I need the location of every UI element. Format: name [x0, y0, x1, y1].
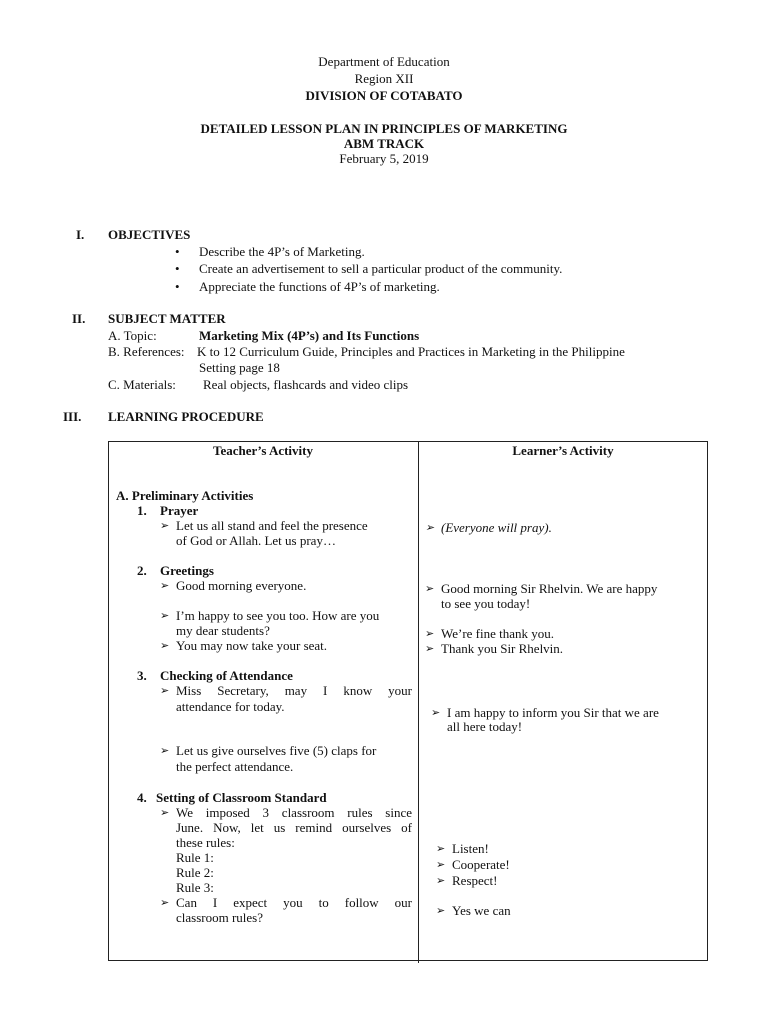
learner-line: ➢ Good morning Sir Rhelvin. We are happy — [441, 581, 657, 597]
learner-line: all here today! — [447, 719, 523, 734]
teacher-line: ➢ Miss Secretary, may I know your — [176, 683, 412, 699]
rule-line: Rule 2: — [176, 865, 214, 880]
standard-heading: Setting of Classroom Standard — [156, 790, 327, 805]
attendance-heading: Checking of Attendance — [160, 668, 293, 683]
materials-label: C. Materials: — [108, 377, 176, 392]
teacher-line: June. Now, let us remind ourselves of — [176, 820, 412, 835]
references-line: K to 12 Curriculum Guide, Principles and Practices in Marketing in the Philippine — [197, 344, 625, 359]
objectives-heading: OBJECTIVES — [108, 227, 191, 242]
objective-item: • Describe the 4P’s of Marketing. — [199, 244, 365, 260]
teacher-activity-header: Teacher’s Activity — [212, 443, 313, 458]
learner-line: to see you today! — [441, 596, 531, 611]
learner-line: ➢ We’re fine thank you. — [441, 626, 554, 642]
rule-line: Rule 1: — [176, 850, 214, 865]
date-line: February 5, 2019 — [339, 151, 429, 166]
region-line: Region XII — [354, 71, 414, 86]
department-line: Department of Education — [318, 54, 450, 69]
division-line: DIVISION OF COTABATO — [305, 88, 463, 103]
teacher-line: ➢ Let us all stand and feel the presence — [176, 518, 368, 534]
greetings-number: 2. — [137, 563, 147, 578]
teacher-line: ➢ We imposed 3 classroom rules since — [176, 805, 412, 821]
subject-matter-numeral: II. — [72, 311, 86, 326]
teacher-line: attendance for today. — [176, 699, 285, 714]
objective-item: • Create an advertisement to sell a particular product of the community. — [199, 261, 562, 277]
subject-matter-heading: SUBJECT MATTER — [108, 311, 226, 326]
objectives-numeral: I. — [76, 227, 85, 242]
attendance-number: 3. — [137, 668, 147, 683]
learner-line: ➢ Cooperate! — [452, 857, 510, 873]
references-label: B. References: — [108, 344, 185, 359]
procedure-numeral: III. — [63, 409, 82, 424]
document-title: DETAILED LESSON PLAN IN PRINCIPLES OF MARKETING — [200, 121, 568, 136]
teacher-line: ➢ I’m happy to see you too. How are you — [176, 608, 379, 624]
materials-value: Real objects, flashcards and video clips — [203, 377, 409, 392]
rule-line: Rule 3: — [176, 880, 214, 895]
procedure-heading: LEARNING PROCEDURE — [108, 409, 264, 424]
preliminary-activities-heading: A. Preliminary Activities — [116, 488, 254, 503]
teacher-line: ➢ Good morning everyone. — [176, 578, 306, 594]
teacher-line: my dear students? — [176, 623, 270, 638]
standard-number: 4. — [137, 790, 147, 805]
teacher-line: these rules: — [176, 835, 235, 850]
teacher-line: classroom rules? — [176, 910, 264, 925]
learner-activity-header: Learner’s Activity — [512, 443, 614, 458]
topic-value: Marketing Mix (4P’s) and Its Functions — [199, 328, 420, 343]
teacher-line: ➢ Can I expect you to follow our — [176, 895, 412, 911]
objective-item: • Appreciate the functions of 4P’s of marketing. — [199, 279, 440, 295]
prayer-heading: Prayer — [160, 503, 199, 518]
topic-label: A. Topic: — [108, 328, 157, 343]
teacher-line: ➢ Let us give ourselves five (5) claps for — [176, 743, 376, 759]
teacher-line: the perfect attendance. — [176, 759, 294, 774]
prayer-number: 1. — [137, 503, 147, 518]
learner-line: ➢ I am happy to inform you Sir that we are — [447, 705, 659, 721]
learner-line: ➢ Respect! — [452, 873, 497, 889]
learner-line: ➢ Thank you Sir Rhelvin. — [441, 641, 563, 657]
greetings-heading: Greetings — [160, 563, 214, 578]
table-column-divider — [418, 441, 419, 963]
track-line: ABM TRACK — [343, 136, 425, 151]
learner-line: ➢ Yes we can — [452, 903, 511, 919]
learner-line: ➢ (Everyone will pray). — [441, 520, 552, 536]
references-line: Setting page 18 — [199, 360, 280, 375]
teacher-line: ➢ You may now take your seat. — [176, 638, 327, 654]
learner-line: ➢ Listen! — [452, 841, 489, 857]
teacher-line: of God or Allah. Let us pray… — [176, 533, 336, 548]
